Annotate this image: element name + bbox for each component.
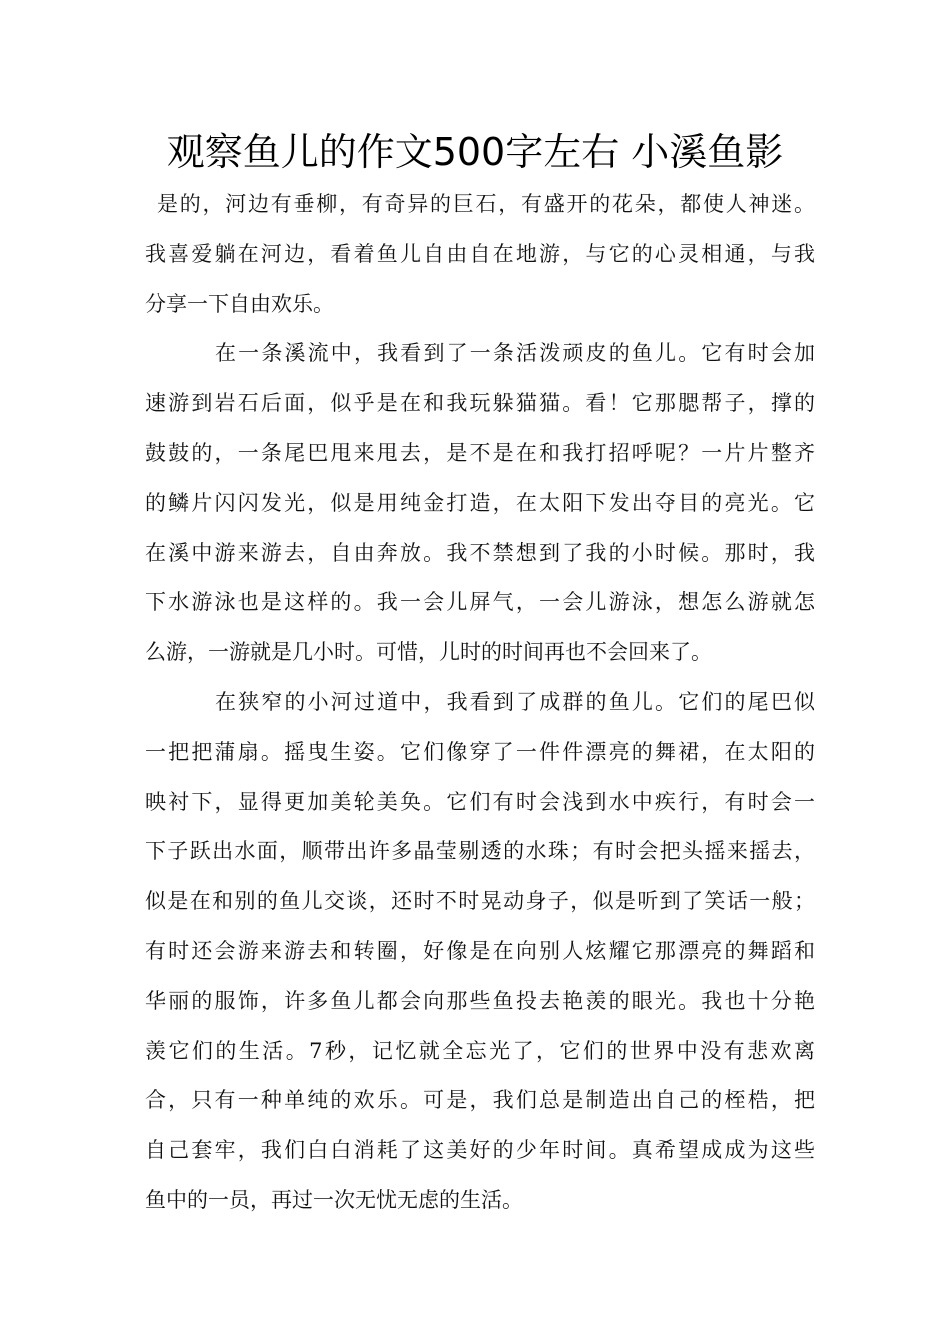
paragraph-line: 合，只有一种单纯的欢乐。可是，我们总是制造出自己的桎梏，把 <box>145 1088 815 1113</box>
paragraph-line: 在狭窄的小河过道中，我看到了成群的鱼儿。它们的尾巴似 <box>215 689 815 714</box>
paragraph-line: 在溪中游来游去，自由奔放。我不禁想到了我的小时候。那时，我 <box>145 540 815 565</box>
paragraph-line: 分享一下自由欢乐。 <box>145 291 334 316</box>
paragraph-line: 是的，河边有垂柳，有奇异的巨石，有盛开的花朵，都使人神迷。 <box>157 192 815 216</box>
paragraph-3 <box>145 678 815 1226</box>
paragraph-2 <box>145 329 815 678</box>
paragraph-line: 在一条溪流中，我看到了一条活泼顽皮的鱼儿。它有时会加 <box>215 341 815 366</box>
paragraph-line: 有时还会游来游去和转圈，好像是在向别人炫耀它那漂亮的舞蹈和 <box>145 938 815 963</box>
paragraph-line: 鱼中的一员，再过一次无忧无虑的生活。 <box>145 1187 523 1212</box>
paragraph-line: 我喜爱躺在河边，看着鱼儿自由自在地游，与它的心灵相通，与我 <box>145 241 815 266</box>
paragraph-line: 鼓鼓的，一条尾巴甩来甩去，是不是在和我打招呼呢？一片片整齐 <box>145 440 815 465</box>
paragraph-line: 下子跃出水面，顺带出许多晶莹剔透的水珠；有时会把头摇来摇去， <box>145 839 815 864</box>
paragraph-line: 速游到岩石后面，似乎是在和我玩躲猫猫。看！它那腮帮子，撑的 <box>145 391 815 416</box>
paragraph-1 <box>145 180 815 329</box>
paragraph-line: 下水游泳也是这样的。我一会儿屏气，一会儿游泳，想怎么游就怎 <box>145 590 815 615</box>
document-title: 观察鱼儿的作文500字左右 小溪鱼影 <box>166 130 784 174</box>
paragraph-line: 自己套牢，我们白白消耗了这美好的少年时间。真希望成成为这些 <box>145 1138 815 1163</box>
document-body <box>145 180 815 1226</box>
paragraph-line: 的鳞片闪闪发光，似是用纯金打造，在太阳下发出夺目的亮光。它 <box>145 490 815 515</box>
paragraph-line: 似是在和别的鱼儿交谈，还时不时晃动身子，似是听到了笑话一般； <box>145 889 815 914</box>
paragraph-line: 么游，一游就是几小时。可惜，儿时的时间再也不会回来了。 <box>145 640 712 665</box>
paragraph-line: 羡它们的生活。7秒，记忆就全忘光了，它们的世界中没有悲欢离 <box>145 1038 815 1063</box>
paragraph-line: 一把把蒲扇。摇曳生姿。它们像穿了一件件漂亮的舞裙，在太阳的 <box>145 739 815 764</box>
paragraph-line: 华丽的服饰，许多鱼儿都会向那些鱼投去艳羡的眼光。我也十分艳 <box>145 988 815 1013</box>
paragraph-line: 映衬下，显得更加美轮美奂。它们有时会浅到水中疾行，有时会一 <box>145 789 815 814</box>
